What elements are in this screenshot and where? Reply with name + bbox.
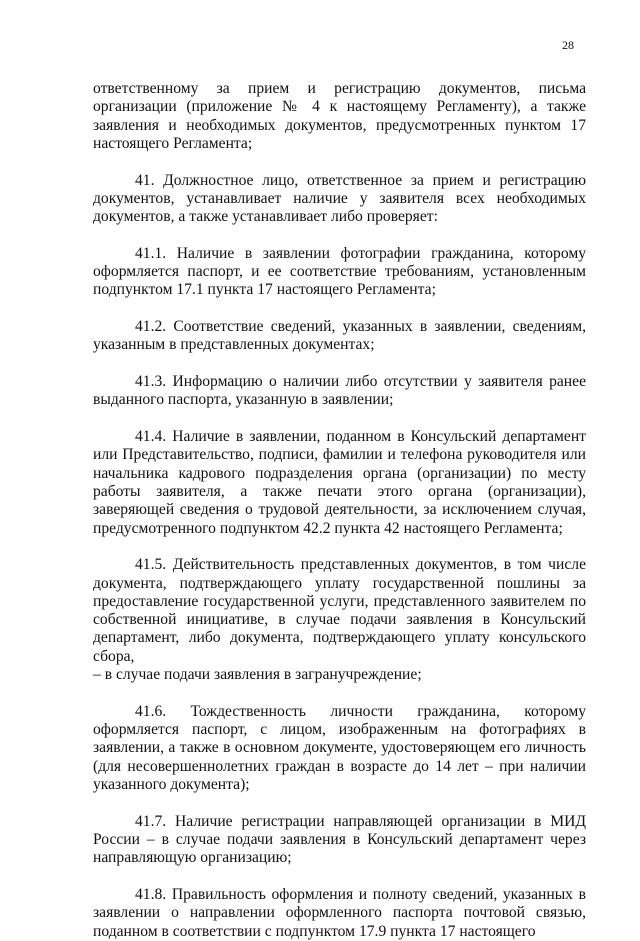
paragraph-continuation: ответственному за прием и регистрацию документов, письма организации (приложение № 4 к настоящему Регламенту), а также заявления и необходимых документов, предусмотренных пунктом 17 настоящего Регламента; xyxy=(93,80,586,152)
paragraph-41-7: 41.7. Наличие регистрации направляющей организации в МИД России – в случае подачи заявления в Консульский департамент через направляющую организацию; xyxy=(93,812,586,867)
paragraph-41-5-end: – в случае подачи заявления в загранучреждение; xyxy=(93,666,422,684)
paragraph-41: 41. Должностное лицо, ответственное за прием и регистрацию документов, устанавливает наличие у заявителя всех необходимых документов, а также устанавливает либо проверяет: xyxy=(93,171,586,226)
paragraph-41-2: 41.2. Соответствие сведений, указанных в заявлении, сведениям, указанным в представленных документах; xyxy=(93,318,586,354)
paragraph-41-5: 41.5. Действительность представленных документов, в том числе документа, подтверждающего уплату государственной пошлины за предоставление государственной услуги, представленного заявителем по собственной инициативе, в случае подачи заявления в Консульский департамент, либо документа, подтверждающего уплату консульского сбора, xyxy=(93,556,586,665)
paragraph-41-4: 41.4. Наличие в заявлении, поданном в Консульский департамент или Представительство, подписи, фамилии и телефона руководителя или начальника кадрового подразделения органа (организации) по месту работы заявителя, а также печати этого органа (организации), заверяющей сведения о трудовой деятельности, за исключением случая, предусмотренного подпунктом 42.2 пункта 42 настоящего Регламента; xyxy=(93,428,586,537)
page-number: 28 xyxy=(562,38,574,52)
document-body xyxy=(93,80,586,941)
paragraph-41-6: 41.6. Тождественность личности гражданина, которому оформляется паспорт, с лицом, изображенным на фотографиях в заявлении, а также в основном документе, удостоверяющем его личность (для несовершеннолетних граждан в возрасте до 14 лет – при наличии указанного документа); xyxy=(93,702,586,793)
paragraph-41-3: 41.3. Информацию о наличии либо отсутствии у заявителя ранее выданного паспорта, указанную в заявлении; xyxy=(93,373,586,409)
paragraph-41-8: 41.8. Правильность оформления и полноту сведений, указанных в заявлении о направлении оформленного паспорта почтовой связью, поданном в соответствии с подпунктом 17.9 пункта 17 настоящего xyxy=(93,885,586,940)
paragraph-41-1: 41.1. Наличие в заявлении фотографии гражданина, которому оформляется паспорт, и ее соответствие требованиям, установленным подпунктом 17.1 пункта 17 настоящего Регламента; xyxy=(93,244,586,299)
